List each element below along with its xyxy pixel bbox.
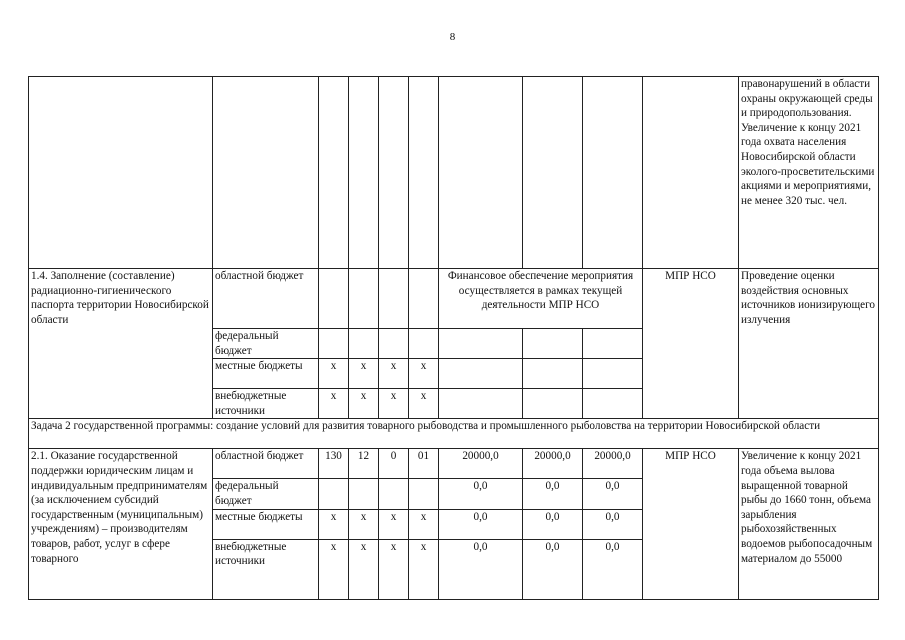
funding-source: местные бюджеты (213, 359, 319, 389)
table-row (29, 419, 879, 449)
code-cell (349, 329, 379, 359)
expected-result: правонарушений в области охраны окружающей среды и природопользования. Увеличение к концу 2021 года охвата населения Новосибирской области эколого-просветительскими акциями и мероприятиями, не менее 320 тыс. чел. (739, 77, 879, 269)
code-cell: х (319, 359, 349, 389)
funding-source: областной бюджет (213, 449, 319, 479)
code-cell: х (349, 539, 379, 599)
code-cell (319, 269, 349, 329)
measure-name: 1.4. Заполнение (составление) радиационно-гигиенического паспорта территории Новосибирской области (29, 269, 213, 419)
code-cell (409, 269, 439, 329)
funding-source: местные бюджеты (213, 509, 319, 539)
cell-empty (439, 389, 523, 419)
cell-empty (523, 389, 583, 419)
cell-empty (523, 77, 583, 269)
code-cell: х (349, 389, 379, 419)
funding-source: федеральный бюджет (213, 479, 319, 509)
code-cell (409, 329, 439, 359)
code-cell: 01 (409, 449, 439, 479)
code-cell: х (319, 389, 349, 419)
amount-year-1: 0,0 (439, 479, 523, 509)
code-cell: х (409, 359, 439, 389)
expected-result: Увеличение к концу 2021 года объема вылова выращенной товарной рыбы до 1660 тонн, объема зарыбления рыбохозяйственных водоемов рыбопосадочным материалом до 55000 (739, 449, 879, 599)
amount-year-3: 0,0 (583, 539, 643, 599)
program-table (28, 76, 879, 600)
code-cell: х (379, 509, 409, 539)
funding-source: федеральный бюджет (213, 329, 319, 359)
code-cell: х (319, 539, 349, 599)
cell-empty (349, 77, 379, 269)
table-row (29, 269, 879, 329)
code-cell: х (379, 389, 409, 419)
page-number: 8 (449, 31, 456, 43)
cell-empty (523, 359, 583, 389)
cell-empty (213, 77, 319, 269)
cell-empty (409, 77, 439, 269)
code-cell (379, 329, 409, 359)
amount-year-1: 0,0 (439, 539, 523, 599)
code-cell (379, 269, 409, 329)
code-cell: 130 (319, 449, 349, 479)
code-cell: х (319, 509, 349, 539)
code-cell: х (409, 509, 439, 539)
funding-source: областной бюджет (213, 269, 319, 329)
amount-year-2: 0,0 (523, 479, 583, 509)
code-cell: х (349, 359, 379, 389)
code-cell: х (409, 389, 439, 419)
cell-empty (583, 359, 643, 389)
cell-empty (319, 77, 349, 269)
code-cell (379, 479, 409, 509)
code-cell: 12 (349, 449, 379, 479)
cell-empty (439, 359, 523, 389)
amount-year-2: 0,0 (523, 539, 583, 599)
amount-year-3: 0,0 (583, 509, 643, 539)
code-cell: х (379, 539, 409, 599)
cell-empty (439, 77, 523, 269)
cell-empty (29, 77, 213, 269)
code-cell: х (379, 359, 409, 389)
measure-name: 2.1. Оказание государственной поддержки юридическим лицам и индивидуальным предпринимателям (за исключением субсидий государственным (муниципальным) учреждениям) – производителям товаров, работ, услуг в сфере товарного (29, 449, 213, 599)
code-cell: х (349, 509, 379, 539)
code-cell: х (409, 539, 439, 599)
amount-year-3: 20000,0 (583, 449, 643, 479)
funding-source: внебюджетные источники (213, 389, 319, 419)
amount-year-2: 0,0 (523, 509, 583, 539)
cell-empty (583, 389, 643, 419)
table-row (29, 449, 879, 479)
cell-empty (643, 77, 739, 269)
amount-year-2: 20000,0 (523, 449, 583, 479)
cell-empty (583, 329, 643, 359)
code-cell (349, 269, 379, 329)
amount-year-1: 0,0 (439, 509, 523, 539)
code-cell: 0 (379, 449, 409, 479)
expected-result: Проведение оценки воздействия основных источников ионизирующего излучения (739, 269, 879, 419)
cell-empty (379, 77, 409, 269)
cell-empty (439, 329, 523, 359)
code-cell (349, 479, 379, 509)
funding-note: Финансовое обеспечение мероприятия осуществляется в рамках текущей деятельности МПР НСО (439, 269, 643, 329)
code-cell (319, 329, 349, 359)
cell-empty (523, 329, 583, 359)
table-row (29, 77, 879, 269)
executor: МПР НСО (643, 449, 739, 599)
amount-year-1: 20000,0 (439, 449, 523, 479)
code-cell (409, 479, 439, 509)
code-cell (319, 479, 349, 509)
executor: МПР НСО (643, 269, 739, 419)
task-heading: Задача 2 государственной программы: создание условий для развития товарного рыбоводства и промышленного рыболовства на территории Новосибирской области (29, 419, 879, 449)
amount-year-3: 0,0 (583, 479, 643, 509)
funding-source: внебюджетные источники (213, 539, 319, 599)
cell-empty (583, 77, 643, 269)
